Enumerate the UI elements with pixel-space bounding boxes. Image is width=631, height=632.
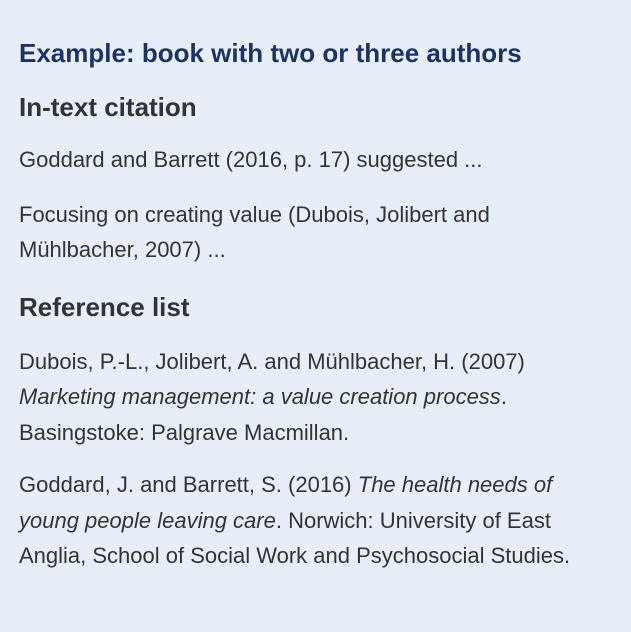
reference-entry: [19, 344, 603, 451]
reference-publication: . Norwich: University of East Anglia, School of Social Work and Psychosocial Studies.: [19, 507, 571, 568]
reference-title: The health needs of young people leaving care: [19, 472, 553, 533]
in-text-citation-example: Goddard and Barrett (2016, p. 17) suggested ...: [19, 147, 483, 172]
in-text-citation-example: Focusing on creating value (Dubois, Jolibert and Mühlbacher, 2007) ...: [19, 201, 490, 262]
reference-title: Marketing management: a value creation process: [19, 384, 501, 409]
in-text-citation-heading: In-text citation: [19, 92, 197, 122]
example-title: Example: book with two or three authors: [19, 38, 522, 68]
reference-authors: Goddard, J. and Barrett, S. (2016): [19, 472, 352, 497]
reference-list-heading: Reference list: [19, 291, 190, 322]
reference-entry: [19, 467, 603, 574]
reference-publication: . Basingstoke: Palgrave Macmillan.: [19, 384, 507, 445]
reference-authors: Dubois, P.-L., Jolibert, A. and Mühlbacher, H. (2007): [19, 348, 525, 374]
